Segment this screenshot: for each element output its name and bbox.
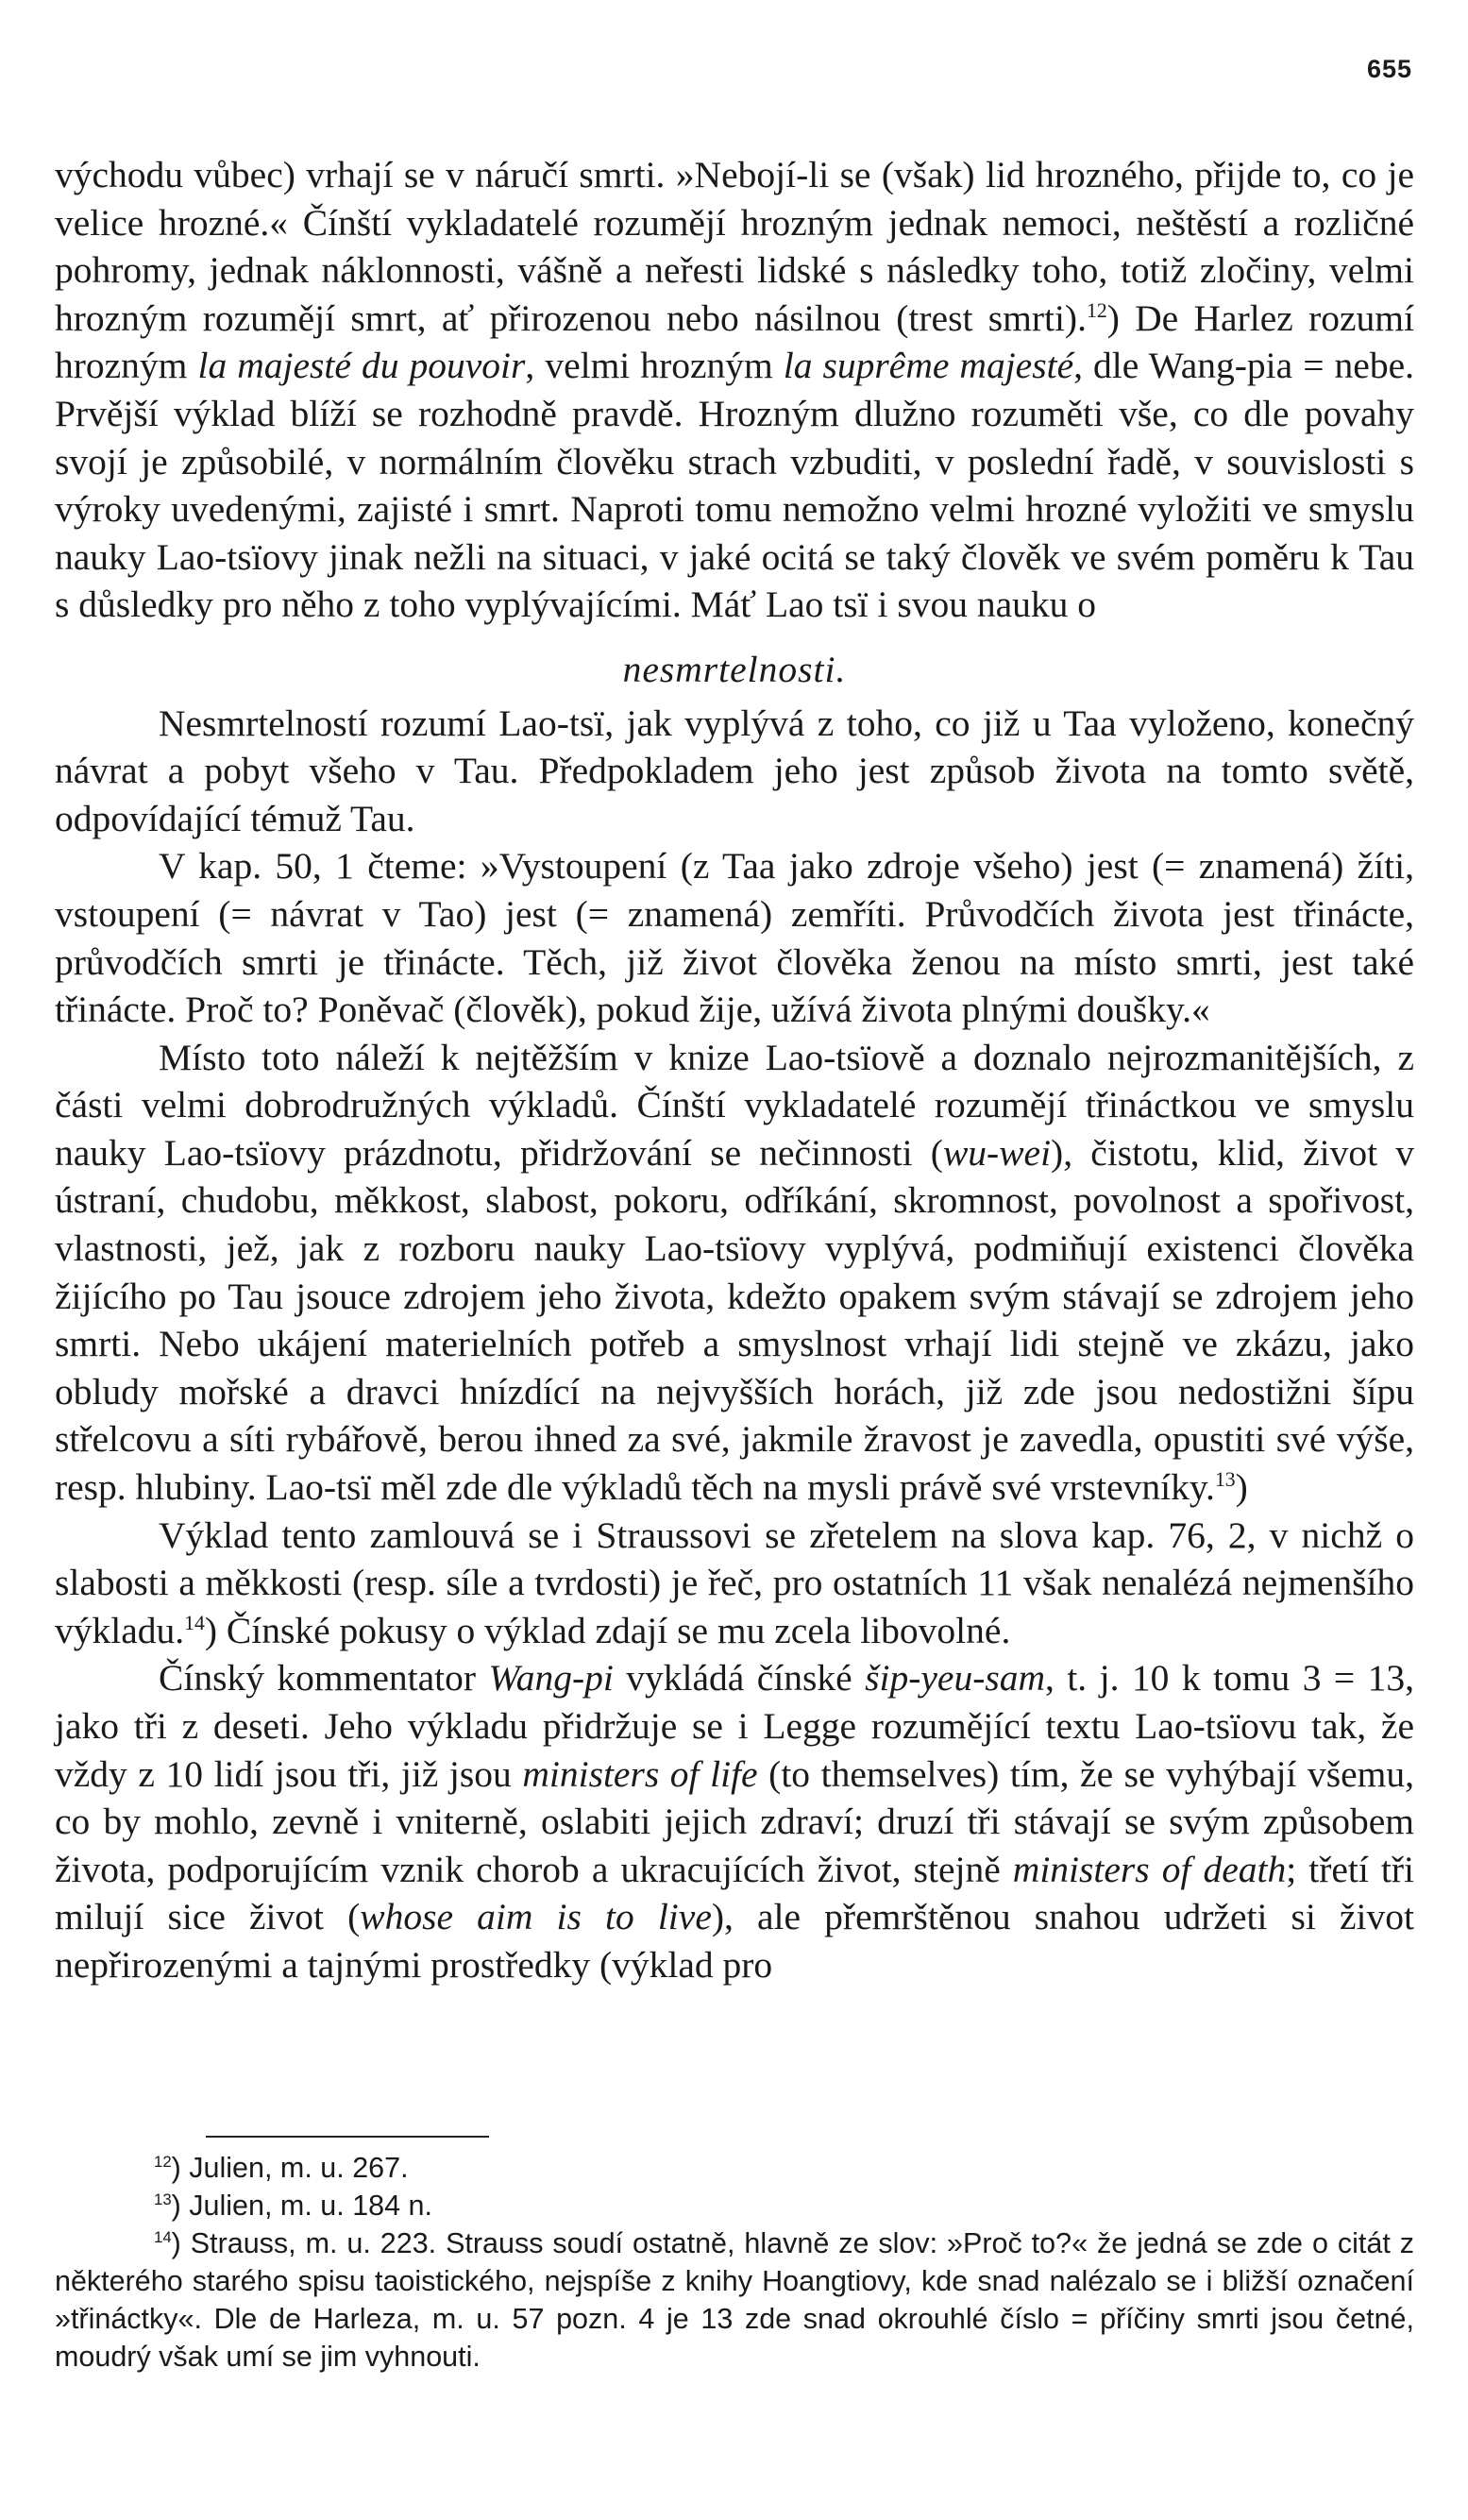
text-run: východu vůbec) vrhají se v náručí smrti. »Nebojí-li se (však) lid hrozného, přijde to, co je velice hrozné.« Čínští vykladatelé rozumějí hrozným jednak nemoci, neštěstí a rozličné pohromy, jednak náklonnosti, vášně a neřesti lidské s následky toho, totiž zločiny, velmi hrozným rozumějí smrt, ať přirozenou nebo násilnou (trest smrti). [55, 154, 1414, 339]
paragraph [55, 842, 1414, 1033]
paragraph [55, 700, 1414, 843]
paragraph [55, 151, 1414, 629]
footnote-reference: 13 [1214, 1467, 1236, 1491]
text-run: ) Strauss, m. u. 223. Strauss soudí ostatně, hlavně ze slov: »Proč to?« že jedná se zde o citát z některého starého spisu taoistického, nejspíše z knihy Hoangtiovy, kde snad nalézalo se i bližší označení »třináctky«. Dle de Harleza, m. u. 57 pozn. 4 je 13 zde snad okrouhlé číslo = příčiny smrti jsou četné, moudrý však umí se jim vyhnouti. [55, 2227, 1414, 2373]
italic-text: Wang-pi [488, 1657, 614, 1700]
footnote [55, 2187, 1414, 2224]
footnote-reference: 14 [184, 1611, 205, 1634]
text-run: (to themselves) tím, že se vyhýbají všemu, co by mohlo, zevně i vniterně, oslabiti jejich zdraví; druzí tři stávají se svým způsobem života, podporujícím vznik chorob a ukracujících život, stejně [55, 1752, 1415, 1890]
text-run: vykládá čínské [613, 1657, 866, 1700]
footnote-separator [206, 2136, 489, 2138]
footnote [55, 2149, 1414, 2187]
footnote-reference: 12 [154, 2152, 172, 2171]
text-run: ) Julien, m. u. 184 n. [171, 2190, 432, 2222]
italic-text: wu-wei [942, 1131, 1052, 1174]
text-run: Čínský kommentator [159, 1657, 489, 1700]
text-run: ) De Harlez rozumí hrozným [55, 296, 1414, 387]
text-run: , velmi hrozným [525, 345, 784, 387]
italic-text: whose aim is to live [360, 1896, 712, 1938]
section-heading [55, 646, 1414, 694]
text-run: V kap. 50, 1 čteme: »Vystoupení (z Taa jako zdroje všeho) jest (= znamená) žíti, vstoupení (= návrat v Tao) jest (= znamená) zemříti. Průvodčích života jest třinácte, průvodčích smrti je třinácte. Těch, již život člověka ženou na místo smrti, jest také třinácte. Proč to? Poněvač (člověk), pokud žije, užívá života plnými doušky.« [55, 845, 1414, 1031]
italic-text: šip-yeu-sam [865, 1657, 1046, 1700]
footnote-reference: 12 [1086, 298, 1107, 322]
text-run: ) Julien, m. u. 267. [171, 2152, 409, 2184]
italic-text: la suprême majesté [783, 345, 1074, 387]
footnote-reference: 13 [154, 2190, 172, 2208]
text-run: ; třetí tři milují sice život ( [55, 1848, 1415, 1938]
page-number: 655 [1366, 55, 1412, 83]
paragraph [55, 1034, 1414, 1512]
text-run: ), čistotu, klid, život v ústraní, chudobu, měkkost, slabost, pokoru, odříkání, skromnost, povolnost a spořivost, vlastnosti, jež, jak z rozboru nauky Lao-tsïovy vyplývá, podmiňují existenci člověka žijícího po Tau jsouce zdrojem jeho života, kdežto opakem svým stávají se zdrojem jeho smrti. Nebo ukájení materielních potřeb a smyslnost vrhají lidi stejně ve zkázu, jako obludy mořské a dravci hnízdící na nejvyšších horách, již zde jsou nedostižni šípu střelcovu a síti rybářově, berou ihned za své, jakmile žravost je zavedla, opustiti své výše, resp. hlubiny. Lao-tsï měl zde dle výkladů těch na mysli právě své vrstevníky. [55, 1131, 1414, 1509]
text-run: ) Čínské pokusy o výklad zdají se mu zcela libovolné. [204, 1609, 1011, 1651]
text-run: Místo toto náleží k nejtěžším v knize Lao-tsïově a doznalo nejrozmanitějších, z části velmi dobrodružných výkladů. Čínští vykladatelé rozumějí třináctkou ve smyslu nauky Lao-tsïovy prázdnotu, přidržování se nečinnosti ( [55, 1036, 1414, 1174]
italic-text: la majesté du pouvoir [197, 345, 526, 387]
main-text [55, 151, 1414, 1989]
footnote [55, 2224, 1414, 2376]
text-run: Výklad tento zamlouvá se i Straussovi se zřetelem na slova kap. 76, 2, v nichž o slabosti a měkkosti (resp. síle a tvrdosti) je řeč, pro ostatních 11 však nenalézá nejmenšího výkladu. [55, 1514, 1414, 1651]
paragraph [55, 1512, 1414, 1655]
footnote-reference: 14 [154, 2227, 172, 2246]
text-run: Nesmrtelností rozumí Lao-tsï, jak vyplývá z toho, co již u Taa vyloženo, konečný návrat a pobyt všeho v Tau. Předpokladem jeho jest způsob života na tomto světě, odpovídající témuž Tau. [55, 702, 1414, 839]
text-run: , t. j. 10 k tomu 3 = 13, jako tři z deseti. Jeho výkladu přidržuje se i Legge rozumějící textu Lao-tsïovu tak, že vždy z 10 lidí jsou tři, již jsou [55, 1657, 1414, 1795]
paragraph [55, 1654, 1414, 1988]
italic-text: nesmrtelnosti. [622, 648, 847, 690]
italic-text: ministers of life [522, 1752, 758, 1795]
text-run: ), ale přemrštěnou snahou udržeti si život nepřirozenými a tajnými prostředky (výklad pro [55, 1896, 1414, 1986]
italic-text: ministers of death [1012, 1848, 1287, 1890]
text-run: ) [1235, 1466, 1248, 1509]
text-run: , dle Wang-pia = nebe. Prvější výklad blíží se rozhodně pravdě. Hrozným dlužno rozuměti vše, co dle povahy svojí je způsobilé, v normálním člověku strach vzbuditi, v poslední řadě, v souvislosti s výroky uvedenými, zajisté i smrt. Naproti tomu nemožno velmi hrozné vyložiti ve smyslu nauky Lao-tsïovy jinak nežli na situaci, v jaké ocitá se taký člověk ve svém poměru k Tau s důsledky pro něho z toho vyplývajícími. Máť Lao tsï i svou nauku o [55, 345, 1415, 626]
footnotes [55, 2149, 1414, 2376]
